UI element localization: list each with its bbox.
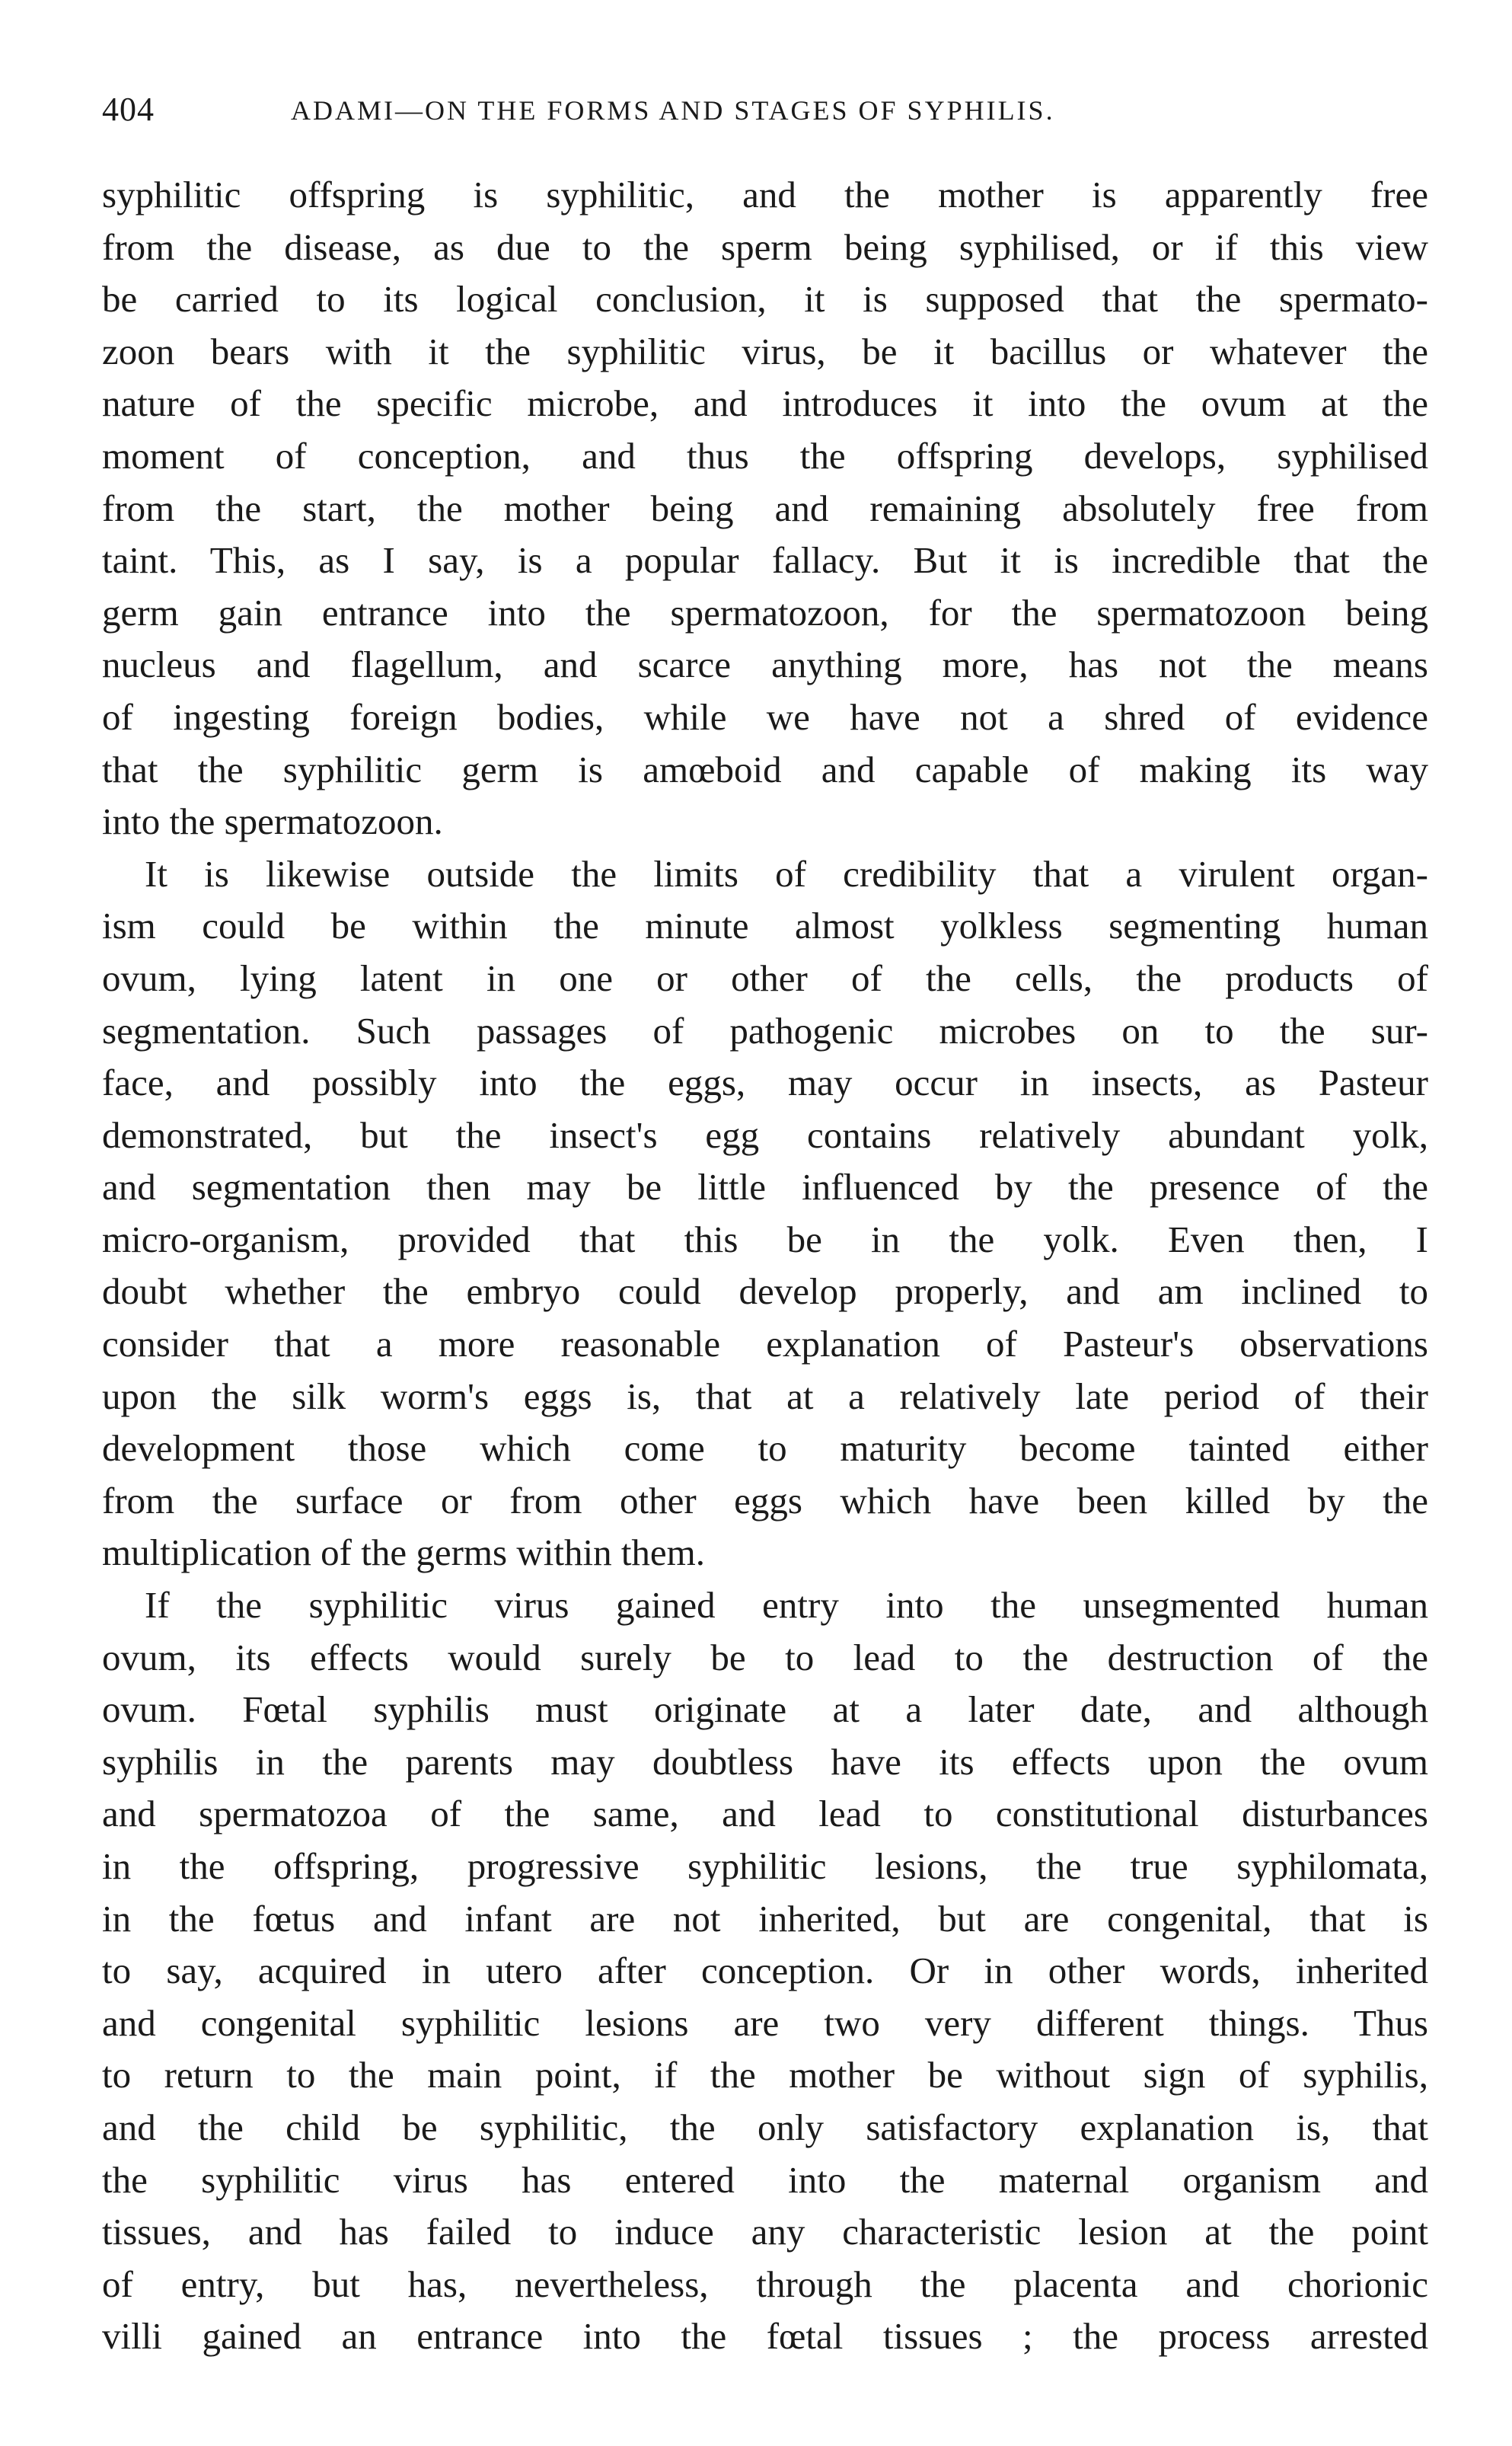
text-line: doubt whether the embryo could develop properly, and am inclined to bbox=[102, 1270, 1428, 1313]
running-head bbox=[102, 90, 1427, 143]
text-line: segmentation. Such passages of pathogenic microbes on to the sur- bbox=[102, 1009, 1428, 1052]
text-line: from the start, the mother being and remaining absolutely free from bbox=[102, 487, 1428, 529]
text-line: face, and possibly into the eggs, may occur in insects, as Pasteur bbox=[102, 1062, 1428, 1104]
text-line: ism could be within the minute almost yolkless segmenting human bbox=[102, 905, 1428, 947]
text-line: multiplication of the germs within them. bbox=[102, 1531, 706, 1574]
text-line: to return to the main point, if the mother be without sign of syphilis, bbox=[102, 2054, 1428, 2096]
body-text bbox=[102, 169, 1428, 2363]
running-title: ADAMI—ON THE FORMS AND STAGES OF SYPHILIS. bbox=[291, 95, 1055, 126]
text-line: ovum, its effects would surely be to lead to the destruction of the bbox=[102, 1636, 1428, 1678]
text-line: of entry, but has, nevertheless, through the placenta and chorionic bbox=[102, 2262, 1428, 2305]
text-line: villi gained an entrance into the fœtal tissues ; the process arrested bbox=[102, 2315, 1428, 2358]
text-line: consider that a more reasonable explanation of Pasteur's observations bbox=[102, 1323, 1428, 1365]
text-line: upon the silk worm's eggs is, that at a relatively late period of their bbox=[102, 1375, 1428, 1417]
text-line: in the offspring, progressive syphilitic lesions, the true syphilomata, bbox=[102, 1845, 1428, 1887]
text-line: and the child be syphilitic, the only satisfactory explanation is, that bbox=[102, 2106, 1428, 2148]
text-line: ovum, lying latent in one or other of the cells, the products of bbox=[102, 956, 1428, 999]
page-number: 404 bbox=[102, 91, 155, 128]
text-line: be carried to its logical conclusion, it is supposed that the spermato- bbox=[102, 278, 1428, 321]
text-line: development those which come to maturity become tainted either bbox=[102, 1427, 1428, 1470]
text-line: taint. This, as I say, is a popular fallacy. But it is incredible that the bbox=[102, 539, 1428, 582]
text-line: the syphilitic virus has entered into the maternal organism and bbox=[102, 2158, 1428, 2201]
text-line: of ingesting foreign bodies, while we have not a shred of evidence bbox=[102, 695, 1428, 738]
text-line: tissues, and has failed to induce any characteristic lesion at the point bbox=[102, 2211, 1428, 2253]
text-line: from the disease, as due to the sperm being syphilised, or if this view bbox=[102, 225, 1428, 268]
text-line: syphilis in the parents may doubtless have its effects upon the ovum bbox=[102, 1740, 1428, 1783]
text-line: and congenital syphilitic lesions are two very different things. Thus bbox=[102, 2001, 1428, 2044]
text-line: that the syphilitic germ is amœboid and capable of making its way bbox=[102, 748, 1428, 790]
text-line: and spermatozoa of the same, and lead to constitutional disturbances bbox=[102, 1793, 1428, 1835]
text-line: nature of the specific microbe, and introduces it into the ovum at the bbox=[102, 382, 1428, 425]
text-line: nucleus and flagellum, and scarce anything more, has not the means bbox=[102, 643, 1428, 686]
text-line: germ gain entrance into the spermatozoon, for the spermatozoon being bbox=[102, 591, 1428, 634]
text-line: It is likewise outside the limits of credibility that a virulent organ- bbox=[145, 852, 1428, 895]
text-line: and segmentation then may be little influenced by the presence of the bbox=[102, 1166, 1428, 1209]
text-line: to say, acquired in utero after conception. Or in other words, inherited bbox=[102, 1949, 1428, 1992]
text-line: ovum. Fœtal syphilis must originate at a later date, and although bbox=[102, 1688, 1428, 1731]
text-line: into the spermatozoon. bbox=[102, 800, 443, 843]
text-line: zoon bears with it the syphilitic virus, be it bacillus or whatever the bbox=[102, 330, 1428, 372]
text-line: syphilitic offspring is syphilitic, and the mother is apparently free bbox=[102, 174, 1428, 216]
text-line: moment of conception, and thus the offspring develops, syphilised bbox=[102, 434, 1428, 477]
text-line: from the surface or from other eggs which have been killed by the bbox=[102, 1479, 1428, 1522]
text-line: in the fœtus and infant are not inherited, but are congenital, that is bbox=[102, 1897, 1428, 1940]
text-line: demonstrated, but the insect's egg contains relatively abundant yolk, bbox=[102, 1113, 1428, 1156]
text-line: If the syphilitic virus gained entry into the unsegmented human bbox=[145, 1584, 1428, 1627]
text-line: micro-organism, provided that this be in the yolk. Even then, I bbox=[102, 1218, 1428, 1260]
